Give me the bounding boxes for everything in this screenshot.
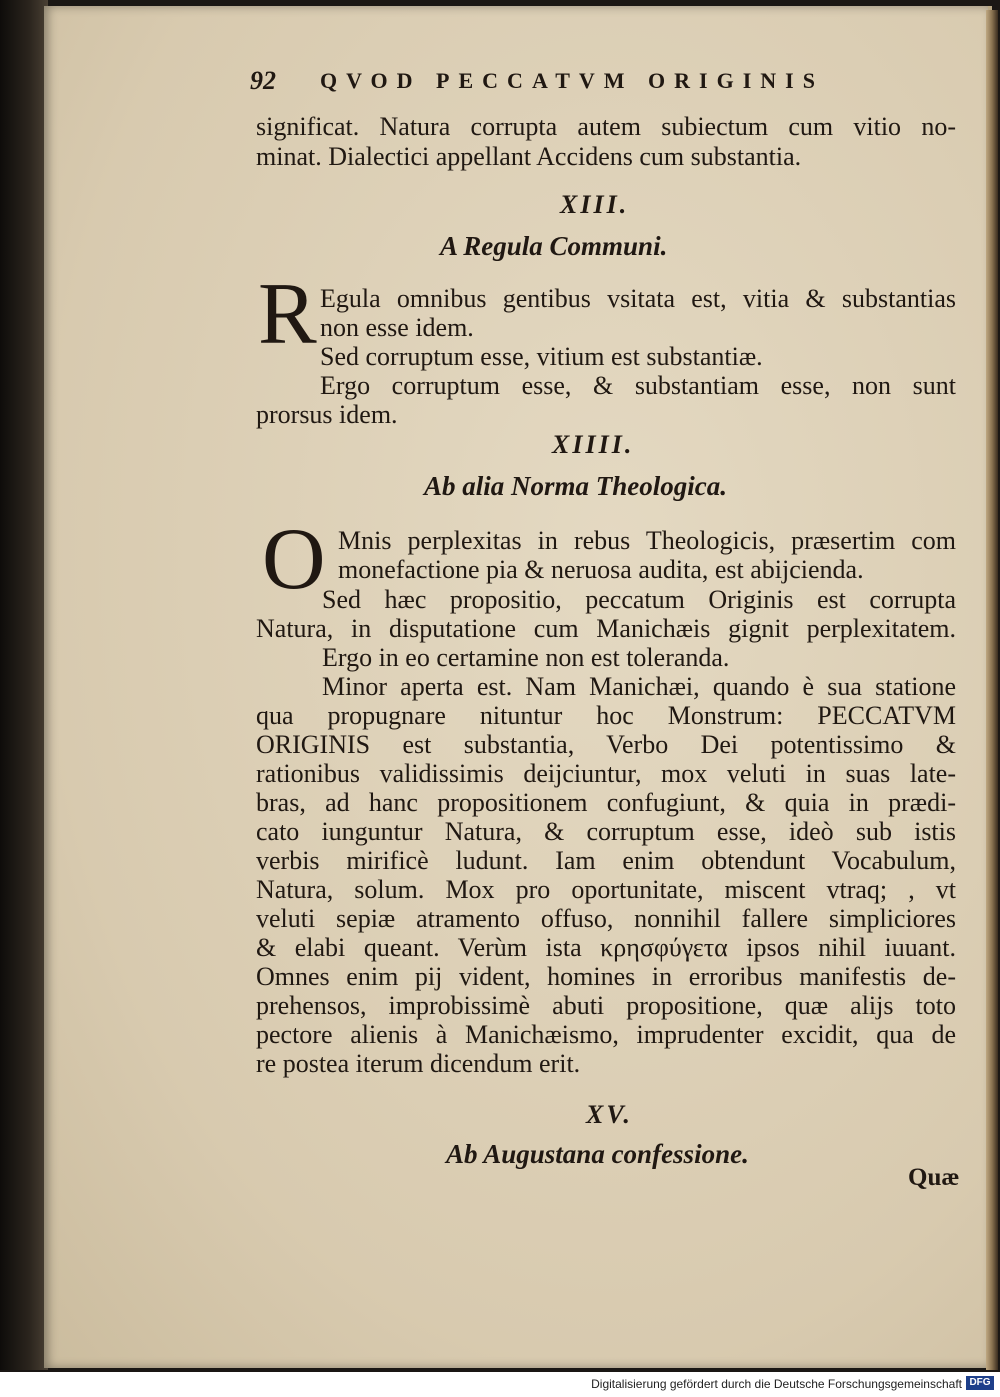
- intro-line-2: minat. Dialectici appellant Accidens cum substantia.: [256, 142, 802, 171]
- section-13-dropcap: R: [258, 266, 317, 363]
- section-14-line-14: veluti sepiæ atramento offuso, nonnihil fallere simpliciores: [256, 904, 956, 933]
- page-number: 92: [250, 66, 276, 95]
- section-13-line-2: non esse idem.: [320, 313, 474, 342]
- section-13-line-5: prorsus idem.: [256, 400, 398, 429]
- section-14-line-12: verbis mirificè ludunt. Iam enim obtendunt Vocabulum,: [256, 846, 956, 875]
- section-14-line-1: Mnis perplexitas in rebus Theologicis, præsertim com: [338, 526, 956, 555]
- section-14-line-11: cato iunguntur Natura, & corruptum esse, ideò sub istis: [256, 817, 956, 846]
- section-15-number: XV.: [586, 1100, 633, 1129]
- section-14-line-5: Ergo in eo certamine non est toleranda.: [322, 643, 730, 672]
- section-14-dropcap: O: [262, 511, 326, 608]
- section-14-line-7: qua propugnare nituntur hoc Monstrum: PECCATVM: [256, 701, 956, 730]
- section-14-line-9: rationibus validissimis deijciuntur, mox veluti in suas late-: [256, 759, 956, 788]
- section-14-line-16: Omnes enim pij vident, homines in erroribus manifestis de-: [256, 962, 956, 991]
- dfg-logo: DFG: [966, 1376, 994, 1390]
- page-edge: [986, 10, 998, 1370]
- section-15-heading: Ab Augustana confessione.: [446, 1139, 749, 1169]
- intro-line-1: significat. Natura corrupta autem subiectum cum vitio no-: [256, 112, 956, 141]
- section-14-line-10: bras, ad hanc propositionem confugiunt, & quia in prædi-: [256, 788, 956, 817]
- section-14-line-19: re postea iterum dicendum erit.: [256, 1049, 581, 1078]
- section-14-line-8: ORIGINIS est substantia, Verbo Dei potentissimo &: [256, 730, 956, 759]
- section-14-line-4: Natura, in disputatione cum Manichæis gignit perplexitatem.: [256, 614, 956, 643]
- section-14-number: XIIII.: [552, 430, 635, 459]
- section-13-heading: A Regula Communi.: [440, 231, 668, 261]
- section-13-number: XIII.: [560, 190, 630, 219]
- catchword: Quæ: [908, 1164, 960, 1191]
- running-title: QVOD PECCATVM ORIGINIS: [320, 68, 824, 93]
- section-14-line-2: monefactione pia & neruosa audita, est abijcienda.: [338, 555, 864, 584]
- section-13-line-4: Ergo corruptum esse, & substantiam esse, non sunt: [320, 371, 956, 400]
- section-14-line-13: Natura, solum. Mox pro oportunitate, miscent vtraq; , vt: [256, 875, 956, 904]
- section-14-line-3: Sed hæc propositio, peccatum Originis est corrupta: [322, 585, 956, 614]
- section-14-line-18: pectore alienis à Manichæismo, imprudenter excidit, qua de: [256, 1020, 956, 1049]
- section-13-line-1: Egula omnibus gentibus vsitata est, vitia & substantias: [320, 284, 956, 313]
- footer-credit: Digitalisierung gefördert durch die Deutsche Forschungsgemeinschaft: [591, 1377, 962, 1391]
- section-14-line-17: prehensos, improbissimè abuti propositione, quæ alijs toto: [256, 991, 956, 1020]
- section-14-line-6: Minor aperta est. Nam Manichæi, quando è sua statione: [322, 672, 956, 701]
- section-14-heading: Ab alia Norma Theologica.: [424, 471, 727, 501]
- section-14-line-15: & elabi queant. Verùm ista κρησφύγετα ipsos nihil iuuant.: [256, 933, 956, 962]
- section-13-line-3: Sed corruptum esse, vitium est substantiæ.: [320, 342, 763, 371]
- book-spine-shadow: [0, 0, 48, 1370]
